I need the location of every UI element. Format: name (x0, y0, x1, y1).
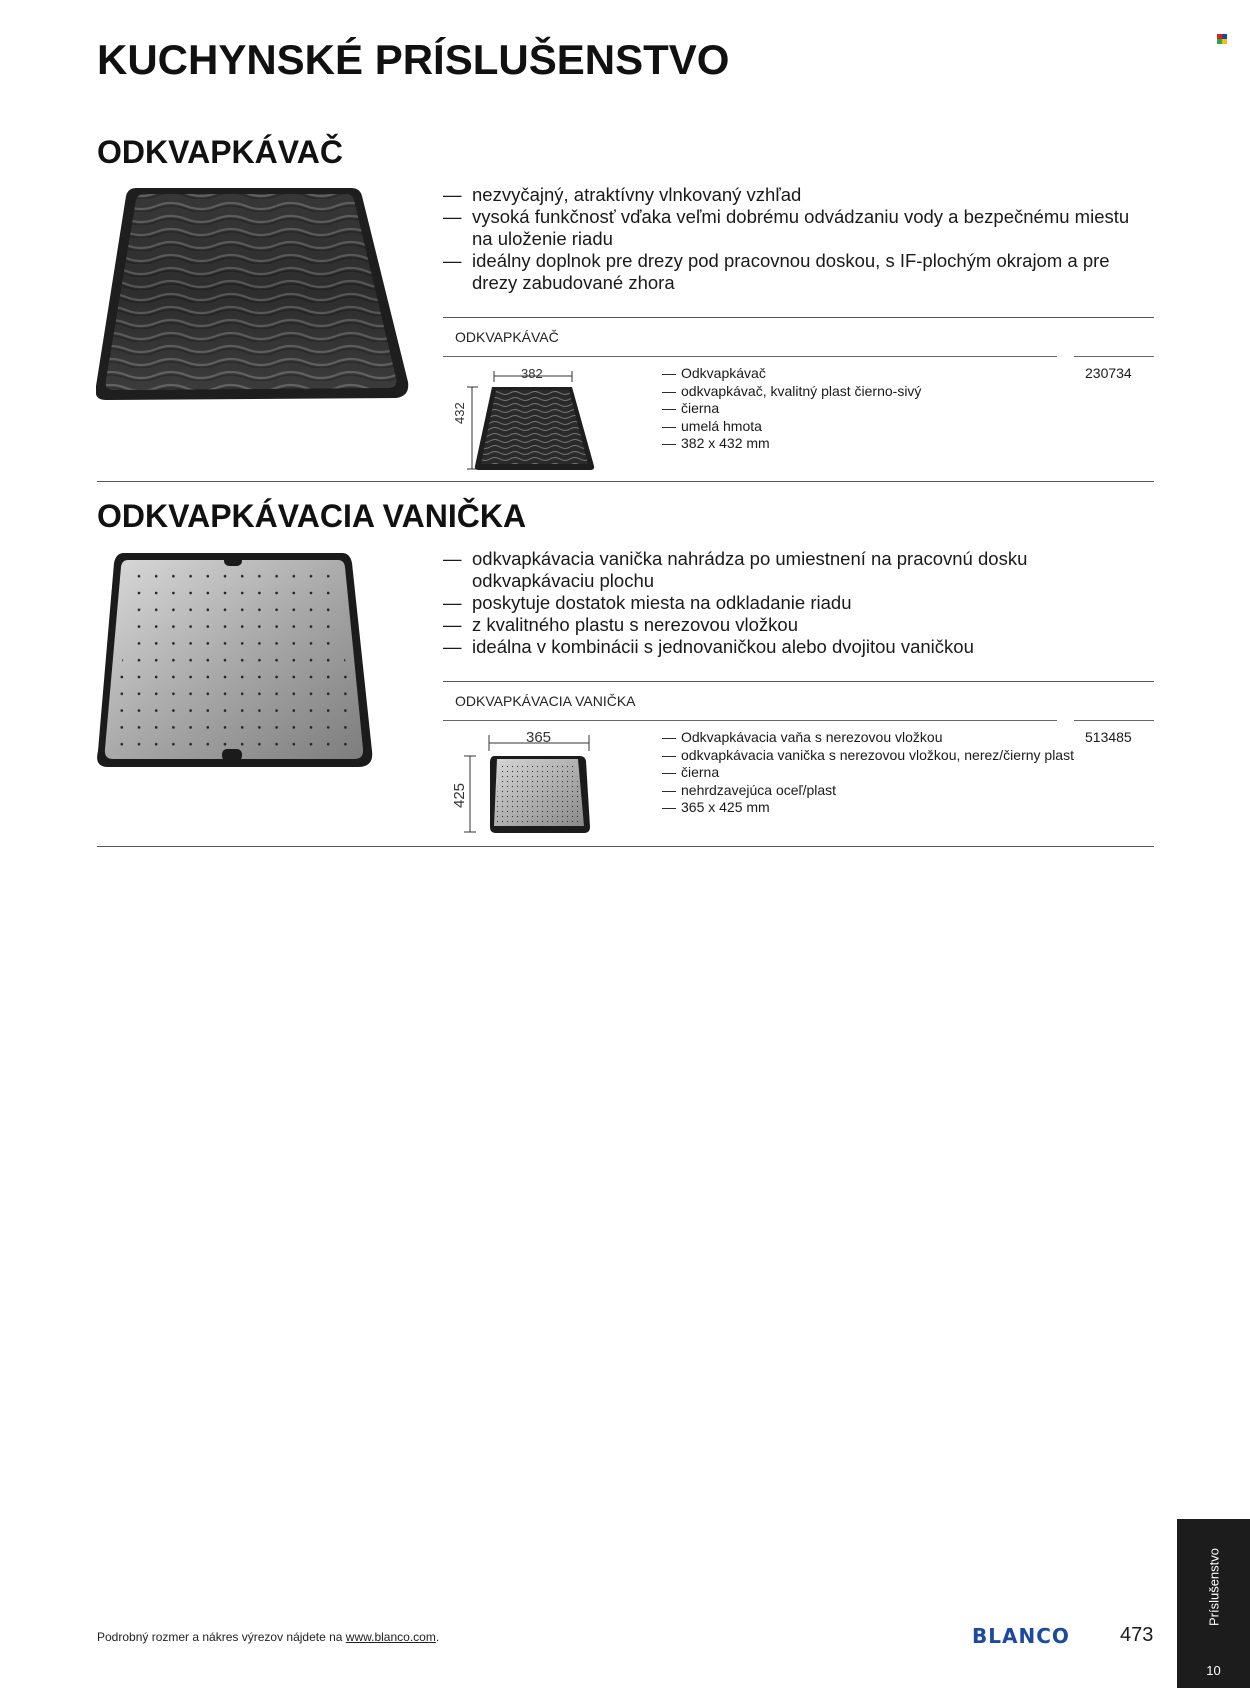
article-number: 513485 (1085, 729, 1132, 745)
feature-item: — vysoká funkčnosť vďaka veľmi dobrému odvádzaniu vody a bezpečnému miestu na uloženie riadu (443, 206, 1143, 250)
website-link[interactable]: www.blanco.com (345, 1630, 436, 1644)
spec-item: — Odkvapkávacia vaňa s nerezovou vložkou (662, 729, 1082, 747)
spec-item: — 382 x 432 mm (662, 435, 1082, 453)
feature-item: — nezvyčajný, atraktívny vlnkovaný vzhľad (443, 184, 1143, 206)
drainer-feature-list (443, 184, 1143, 294)
drainer-dimension-drawing (450, 366, 600, 472)
feature-item: — poskytuje dostatok miesta na odkladanie riadu (443, 592, 1143, 614)
table-sub-rule-artnr (1074, 356, 1154, 357)
spec-item: — čierna (662, 400, 1082, 418)
spec-item: — 365 x 425 mm (662, 799, 1082, 817)
drain-tray-dimension-drawing (450, 729, 600, 837)
drain-tray-spec-list (662, 729, 1082, 817)
spec-item: — odkvapkávač, kvalitný plast čierno-sivý (662, 383, 1082, 401)
spec-item: — odkvapkávacia vanička s nerezovou vložkou, nerez/čierny plast (662, 747, 1082, 765)
table-sub-rule (443, 720, 1057, 721)
table-header-drainer: ODKVAPKÁVAČ (455, 329, 559, 345)
table-sub-rule-artnr (1074, 720, 1154, 721)
section-title-drain-tray: ODKVAPKÁVACIA VANIČKA (97, 498, 527, 534)
spec-item: — nehrdzavejúca oceľ/plast (662, 782, 1082, 800)
chapter-number: 10 (1206, 1663, 1221, 1678)
section-title-drainer: ODKVAPKÁVAČ (97, 134, 343, 170)
dimension-height: 432 (452, 402, 467, 424)
spec-item: — umelá hmota (662, 418, 1082, 436)
chapter-side-tab (1177, 1519, 1250, 1688)
feature-item: — z kvalitného plastu s nerezovou vložkou (443, 614, 1143, 636)
page-number: 473 (1120, 1624, 1154, 1646)
footer-text: Podrobný rozmer a nákres výrezov nájdete na (97, 1630, 346, 1644)
brand-logo: BLANCO (972, 1624, 1070, 1648)
page-title: KUCHYNSKÉ PRÍSLUŠENSTVO (97, 36, 730, 83)
table-top-rule (443, 317, 1154, 318)
color-squares-icon (1217, 34, 1227, 44)
spec-item: — Odkvapkávač (662, 365, 1082, 383)
table-top-rule (443, 681, 1154, 682)
footer-text-end: . (435, 1630, 440, 1644)
dimension-width: 382 (521, 366, 543, 381)
table-header-drain-tray: ODKVAPKÁVACIA VANIČKA (455, 693, 636, 709)
section-divider (97, 481, 1154, 482)
feature-item: — ideálny doplnok pre drezy pod pracovnou doskou, s IF-plochým okrajom a pre drezy zabudované zhora (443, 250, 1143, 294)
feature-item: — odkvapkávacia vanička nahrádza po umiestnení na pracovnú dosku odkvapkávaciu plochu (443, 548, 1143, 592)
drainer-product-image (96, 186, 410, 406)
drain-tray-product-image (96, 551, 374, 769)
spec-item: — čierna (662, 764, 1082, 782)
article-number: 230734 (1085, 365, 1132, 381)
table-sub-rule (443, 356, 1057, 357)
drainer-spec-list (662, 365, 1082, 453)
drain-tray-feature-list (443, 548, 1143, 658)
chapter-label: Príslušenstvo (1206, 1547, 1221, 1627)
dimension-width: 365 (526, 729, 552, 746)
dimension-height: 425 (451, 782, 468, 808)
section-divider (97, 846, 1154, 847)
footer-note (97, 1630, 439, 1644)
feature-item: — ideálna v kombinácii s jednovaničkou alebo dvojitou vaničkou (443, 636, 1143, 658)
